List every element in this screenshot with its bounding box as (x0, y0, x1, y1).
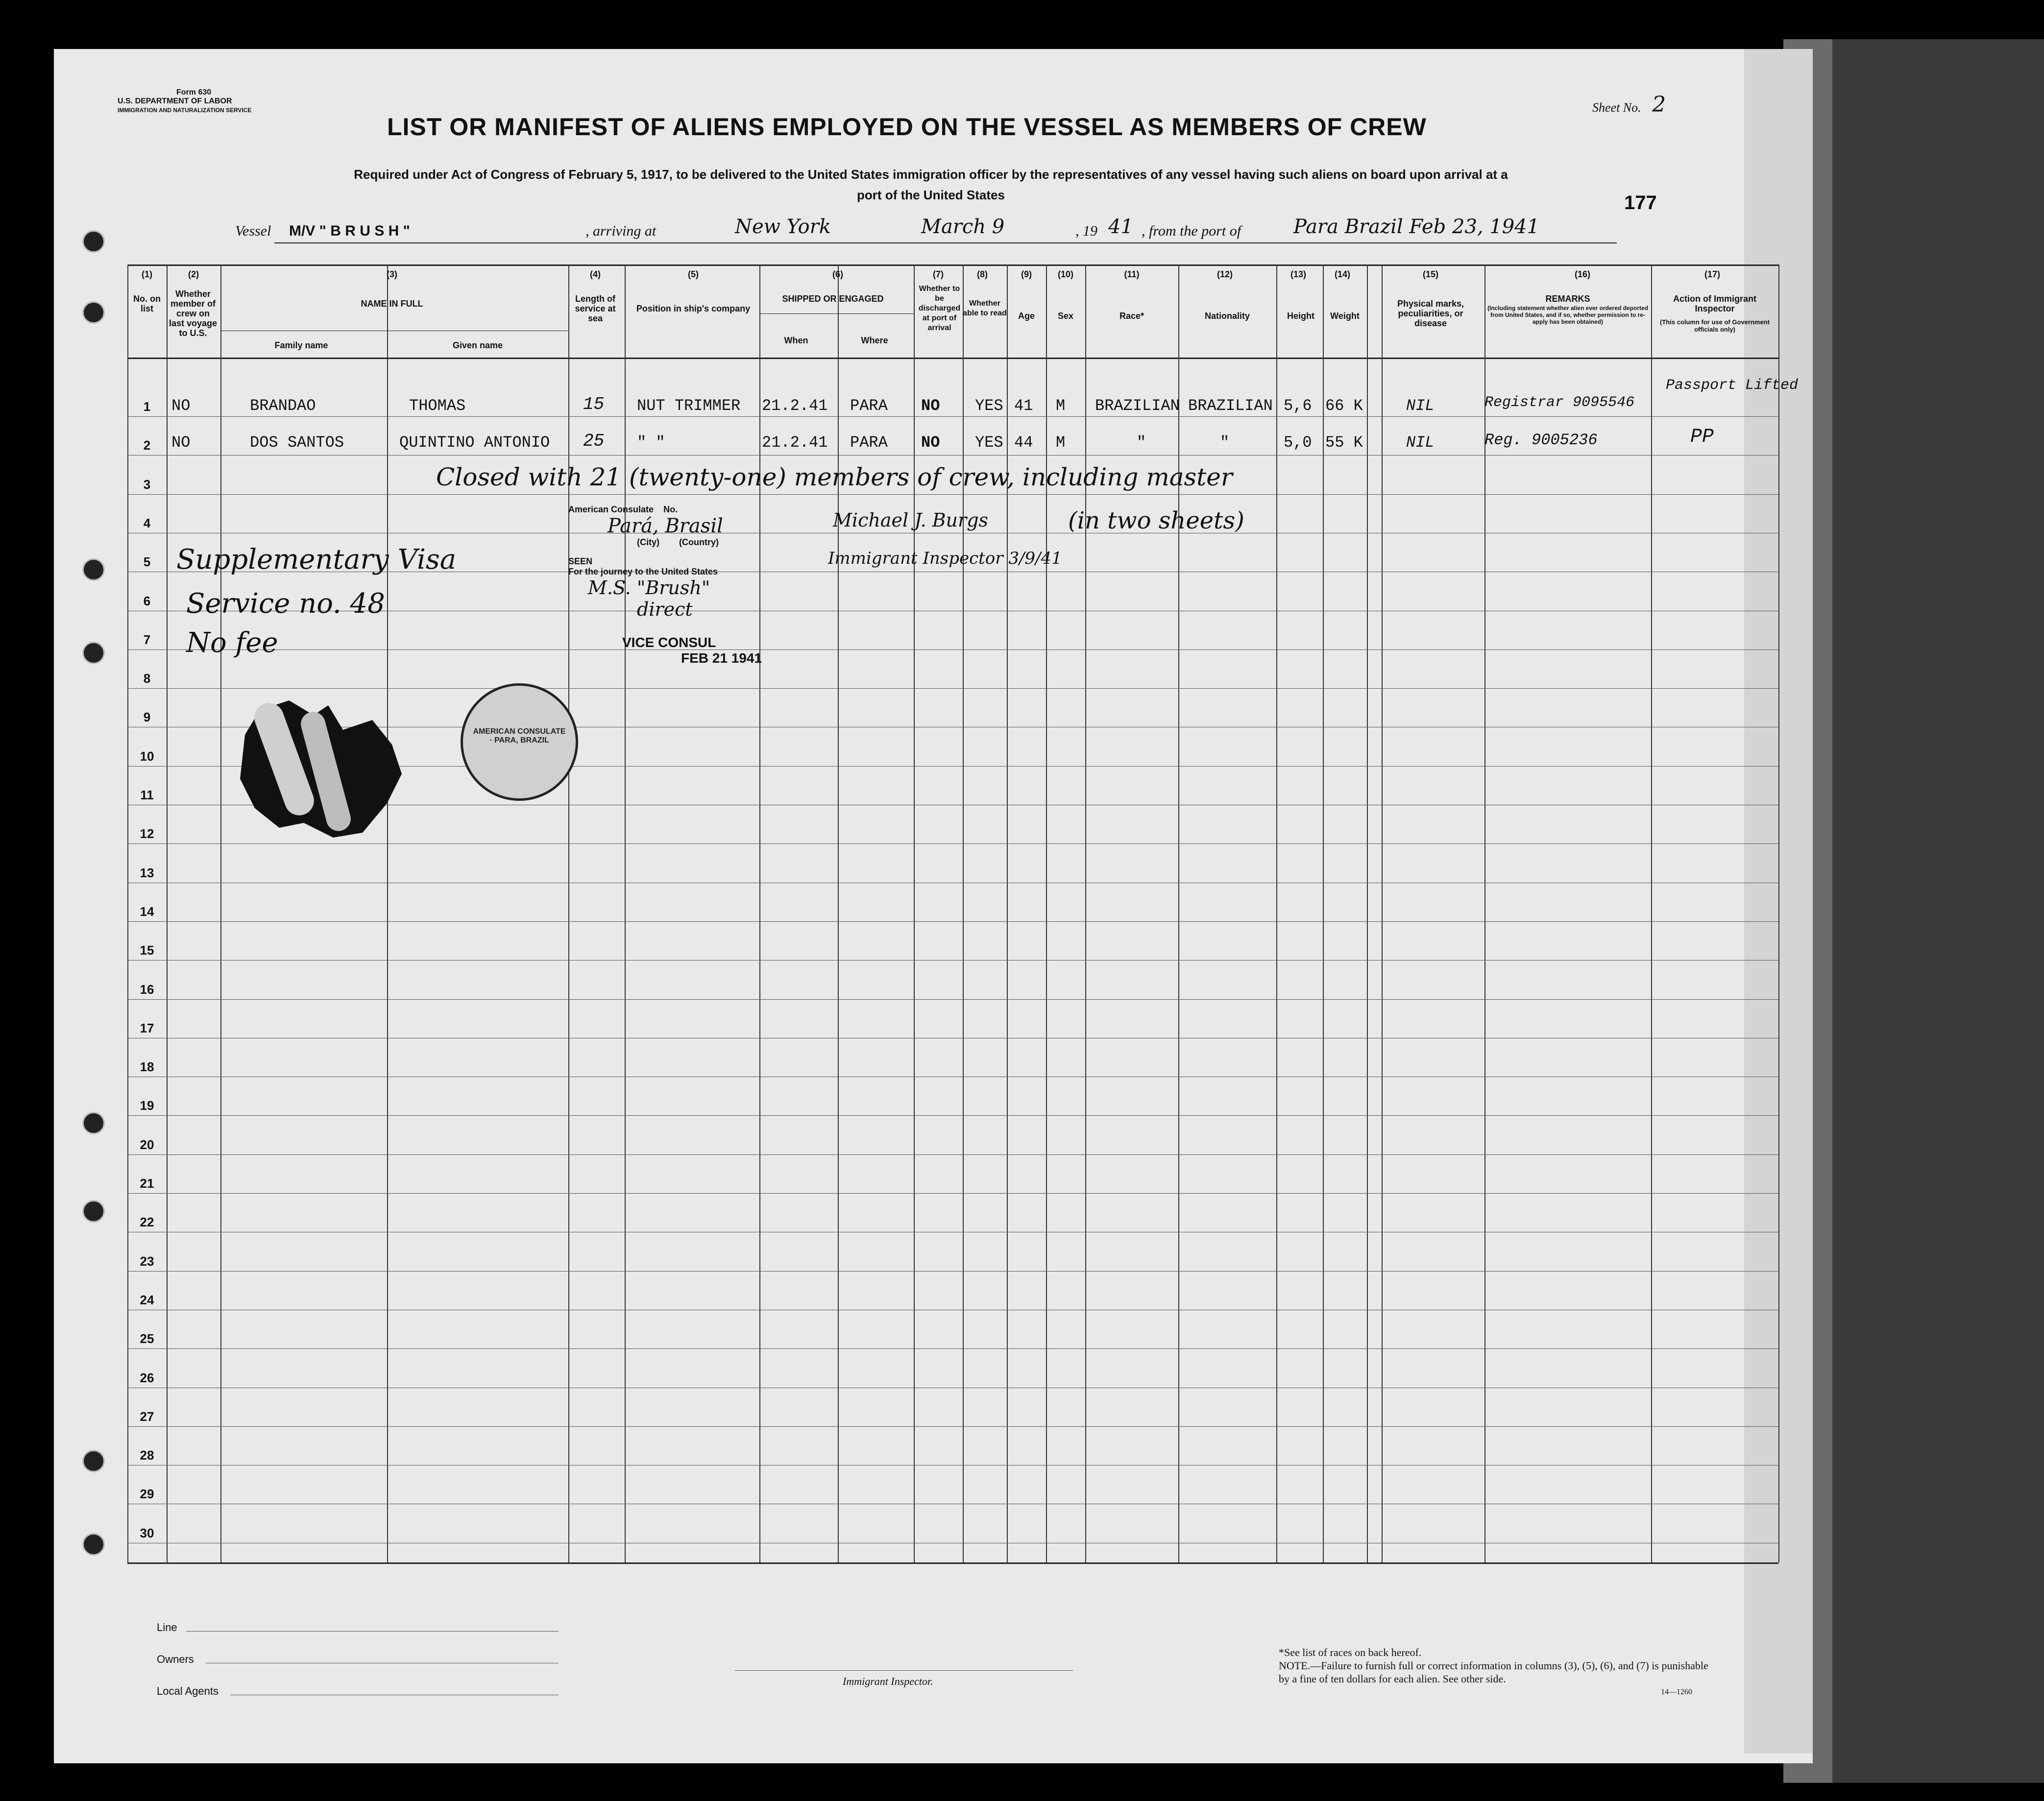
column-divider (1778, 264, 1779, 1562)
column-divider (387, 264, 388, 1562)
visa-note-line-2: Service no. 48 (186, 588, 385, 620)
row-number: 3 (143, 477, 151, 492)
col-num-14: (14) (1334, 269, 1350, 279)
cell-nationality: " (1220, 433, 1230, 452)
col-header-inspector-note: (This column for use of Government officials only) (1660, 318, 1770, 333)
arriving-value: New York (735, 216, 831, 238)
cell-remarks: Registrar 9095546 (1484, 394, 1635, 411)
inspector-signature: Michael J. Burgs (833, 509, 989, 531)
cell-last-voyage: NO (171, 397, 191, 415)
row-number: 2 (143, 438, 151, 453)
row-number: 17 (140, 1021, 154, 1035)
col-header-remarks: REMARKS (1545, 294, 1590, 304)
row-number: 8 (143, 671, 151, 686)
seal-text: AMERICAN CONSULATE · PARA, BRAZIL (473, 727, 566, 744)
col-header-remarks-note: (Including statement whether alien ever ordered deported from United States, and if so, whether permission to re-apply has been obtained) (1487, 305, 1649, 325)
table-top-border (127, 264, 1778, 266)
row-number: 29 (140, 1487, 154, 1501)
col-num-9: (9) (1021, 269, 1032, 279)
row-number: 22 (140, 1215, 154, 1229)
col-header-age: Age (1018, 311, 1035, 321)
cell-race: " (1137, 433, 1146, 452)
col-header-read: Whether able to read (963, 299, 1007, 317)
col-header-race: Race* (1119, 311, 1144, 321)
year-value: 41 (1108, 216, 1133, 238)
cell-last-voyage: NO (171, 433, 191, 452)
row-rule (127, 999, 1778, 1000)
footer-inspector-label: Immigrant Inspector. (843, 1675, 933, 1687)
service-name: IMMIGRATION AND NATURALIZATION SERVICE (118, 107, 252, 114)
footer-owners-label: Owners (157, 1653, 194, 1665)
form-number: Form 630 (176, 88, 212, 96)
punch-hole (82, 1450, 105, 1472)
col-num-12: (12) (1217, 269, 1233, 279)
races-note: *See list of races on back hereof. (1279, 1646, 1422, 1658)
column-divider (1323, 264, 1324, 1562)
cell-weight: 55 K (1325, 433, 1363, 452)
cell-inspector-action: Passport Lifted (1666, 377, 1799, 394)
column-divider (167, 264, 168, 1562)
cell-remarks: Reg. 9005236 (1484, 431, 1598, 449)
col-num-13: (13) (1290, 269, 1306, 279)
col-num-5: (5) (688, 269, 699, 279)
inspector-sign-rule (735, 1670, 1073, 1671)
cell-when: 21.2.41 (762, 397, 828, 415)
row-number: 12 (140, 826, 154, 841)
row-number: 5 (143, 554, 151, 569)
row-number: 7 (143, 632, 151, 647)
page-subtitle (147, 164, 1715, 205)
col-header-no-on-list: No. on list (133, 294, 161, 313)
stamp-route: direct (637, 599, 693, 620)
cell-able-to-read: YES (975, 433, 1003, 452)
shipped-subheader-rule (759, 313, 914, 314)
column-divider (914, 264, 915, 1562)
header-bottom-border (127, 358, 1778, 359)
row-number: 11 (140, 788, 154, 802)
two-sheets-note: (in two sheets) (1068, 507, 1244, 534)
col-num-7: (7) (933, 269, 944, 279)
cell-physical-marks: NIL (1406, 433, 1435, 452)
column-divider (1046, 264, 1047, 1562)
cell-sex: M (1056, 433, 1066, 452)
sheet-number (1592, 92, 1666, 117)
row-rule (127, 1115, 1778, 1116)
col-header-where: Where (861, 336, 888, 345)
footer-line-rule (186, 1631, 559, 1632)
stamp-country-label: (Country) (679, 537, 719, 547)
col-header-physical-marks: Physical marks, peculiarities, or disease (1397, 299, 1464, 328)
cell-where: PARA (850, 433, 888, 452)
cell-service-length: 15 (583, 394, 605, 414)
footer-agents-label: Local Agents (157, 1685, 219, 1697)
punch-hole (82, 301, 105, 324)
col-header-discharged: Whether to be discharged at port of arrival (918, 285, 961, 332)
column-divider (1484, 264, 1485, 1562)
punch-hole (82, 1112, 105, 1134)
arrival-date: March 9 (921, 216, 1005, 238)
column-divider (220, 264, 221, 1562)
consulate-stamp (568, 504, 762, 666)
arriving-label: , arriving at (585, 223, 657, 239)
col-header-service: Length of service at sea (575, 294, 616, 323)
col-num-8: (8) (977, 269, 988, 279)
page-number: 177 (1624, 192, 1657, 214)
cell-where: PARA (850, 397, 888, 415)
table-bottom-border (127, 1562, 1778, 1564)
column-divider (1085, 264, 1086, 1562)
cell-family-name: DOS SANTOS (250, 433, 344, 452)
column-divider (1367, 264, 1368, 1562)
cell-height: 5,6 (1284, 397, 1312, 415)
col-num-10: (10) (1057, 269, 1073, 279)
stamp-city-country: Pará, Brasil (608, 515, 723, 537)
row-number: 25 (140, 1331, 154, 1346)
col-header-shipped: SHIPPED OR ENGAGED (782, 294, 884, 304)
column-divider (759, 264, 760, 1562)
vessel-label: Vessel (235, 223, 271, 239)
stamp-city-label: (City) (Country) (637, 537, 719, 547)
row-number: 14 (140, 904, 154, 919)
column-divider (1178, 264, 1179, 1562)
sheet-value: 2 (1652, 92, 1666, 117)
row-number: 28 (140, 1448, 154, 1463)
vessel-value: M/V " B R U S H " (289, 223, 410, 239)
consulate-seal (461, 683, 578, 801)
row-rule (127, 1348, 1778, 1349)
cell-sex: M (1056, 397, 1066, 415)
cell-when: 21.2.41 (762, 433, 828, 452)
col-num-15: (15) (1422, 269, 1438, 279)
row-rule (127, 1426, 1778, 1427)
row-number: 21 (140, 1176, 154, 1191)
col-header-height: Height (1287, 311, 1314, 321)
column-divider (838, 264, 839, 1562)
stamp-heading: American Consulate No. (568, 504, 678, 514)
row-number: 26 (140, 1370, 154, 1385)
cell-position: " " (637, 433, 665, 452)
row-rule (127, 455, 1778, 456)
row-number: 6 (143, 594, 151, 608)
visa-note-line-3: No fee (186, 627, 278, 659)
print-code: 14—1260 (1661, 1688, 1692, 1696)
col-header-last-voyage: Whether member of crew on last voyage to U.S. (169, 289, 218, 338)
row-rule (127, 1154, 1778, 1155)
column-divider (1651, 264, 1652, 1562)
cell-age: 41 (1014, 397, 1033, 415)
row-number: 27 (140, 1409, 154, 1424)
stamp-vice-consul: VICE CONSUL (622, 635, 716, 650)
punch-hole (82, 1200, 105, 1223)
row-number: 30 (140, 1526, 154, 1540)
cell-nationality: BRAZILIAN (1188, 397, 1273, 415)
cell-discharged: NO (921, 433, 940, 452)
row-number: 4 (143, 516, 151, 530)
embossed-seal (216, 676, 431, 857)
cell-inspector-action: PP (1690, 426, 1714, 448)
col-num-4: (4) (590, 269, 601, 279)
col-num-2: (2) (188, 269, 199, 279)
cell-family-name: BRANDAO (250, 397, 316, 415)
background-dark-panel (1813, 39, 2044, 1783)
row-rule (127, 1271, 1778, 1272)
stamp-ship: M.S. "Brush" (588, 577, 710, 599)
col-header-sex: Sex (1057, 311, 1074, 321)
col-header-when: When (784, 336, 808, 345)
row-rule (127, 416, 1778, 417)
department-name: U.S. DEPARTMENT OF LABOR (118, 97, 232, 105)
stamp-no-label: No. (663, 504, 678, 514)
punch-hole (82, 1533, 105, 1556)
column-divider (1382, 264, 1383, 1562)
column-divider (127, 264, 128, 1562)
closing-note: Closed with 21 (twenty-one) members of crew, including master (436, 463, 1233, 491)
row-rule (127, 494, 1778, 495)
stamp-date: FEB 21 1941 (681, 650, 762, 666)
col-header-weight: Weight (1330, 311, 1360, 321)
row-rule (127, 649, 1778, 650)
column-divider (568, 264, 569, 1562)
col-header-family-name: Family name (274, 340, 328, 350)
cell-given-name: QUINTINO ANTONIO (399, 433, 550, 452)
from-port-label: , from the port of (1142, 223, 1241, 239)
col-header-nationality: Nationality (1204, 311, 1250, 321)
row-rule (127, 960, 1778, 961)
row-number: 19 (140, 1098, 154, 1113)
cell-race: BRAZILIAN (1095, 397, 1180, 415)
cell-weight: 66 K (1325, 397, 1363, 415)
column-divider (1007, 264, 1008, 1562)
cell-position: NUT TRIMMER (637, 397, 741, 415)
stamp-journey: For the journey to the United States (568, 567, 718, 576)
vessel-underline (274, 242, 1617, 243)
row-number: 16 (140, 982, 154, 997)
inspector-title-date: Immigrant Inspector 3/9/41 (828, 549, 1062, 568)
row-number: 20 (140, 1137, 154, 1152)
from-port-value: Para Brazil Feb 23, 1941 (1293, 216, 1540, 238)
col-num-6: (6) (832, 269, 843, 279)
cell-service-length: 25 (583, 431, 605, 451)
col-num-17: (17) (1704, 269, 1720, 279)
stamp-seen: SEEN (568, 556, 593, 566)
row-number: 13 (140, 865, 154, 880)
subtitle-line-2: port of the United States (857, 188, 1005, 202)
row-rule (127, 1193, 1778, 1194)
column-divider (625, 264, 626, 1562)
col-num-11: (11) (1124, 269, 1140, 279)
col-header-given-name: Given name (452, 340, 503, 350)
form-id-block (118, 88, 251, 115)
col-num-3: (3) (387, 269, 397, 279)
col-num-1: (1) (142, 269, 152, 279)
cell-physical-marks: NIL (1406, 397, 1435, 415)
col-num-16: (16) (1574, 269, 1590, 279)
subtitle-line-1: Required under Act of Congress of February 5, 1917, to be delivered to the United States immigration officer by the representatives of any vessel having such aliens on board upon arrival at a (354, 167, 1508, 182)
sheet-label: Sheet No. (1592, 100, 1641, 115)
row-number: 18 (140, 1059, 154, 1074)
cell-discharged: NO (921, 397, 940, 415)
cell-given-name: THOMAS (409, 397, 466, 415)
row-rule (127, 921, 1778, 922)
column-divider (963, 264, 964, 1562)
row-number: 15 (140, 943, 154, 958)
cell-height: 5,0 (1284, 433, 1312, 452)
row-number: 24 (140, 1293, 154, 1307)
penalty-note: NOTE.—Failure to furnish full or correct information in columns (3), (5), (6), and (7) is punishable by a fine of ten dollars for each alien. See other side. (1279, 1659, 1708, 1685)
footer-note (1279, 1646, 1720, 1699)
punch-hole (82, 642, 105, 664)
column-divider (1276, 264, 1277, 1562)
row-number: 1 (143, 399, 151, 414)
footer-line-label: Line (157, 1621, 177, 1633)
punch-hole (82, 230, 105, 253)
visa-note-line-1: Supplementary Visa (176, 544, 457, 576)
row-number: 10 (140, 749, 154, 764)
col-header-name: NAME IN FULL (361, 299, 423, 309)
year-prefix: , 19 (1075, 223, 1097, 239)
cell-able-to-read: YES (975, 397, 1003, 415)
row-number: 23 (140, 1254, 154, 1269)
row-number: 9 (143, 710, 151, 724)
punch-hole (82, 558, 105, 581)
page-title: LIST OR MANIFEST OF ALIENS EMPLOYED ON THE VESSEL AS MEMBERS OF CREW (387, 113, 1427, 141)
col-header-position: Position in ship's company (636, 304, 751, 313)
col-header-inspector-action: Action of Immigrant Inspector (1673, 294, 1756, 313)
cell-age: 44 (1014, 433, 1033, 452)
